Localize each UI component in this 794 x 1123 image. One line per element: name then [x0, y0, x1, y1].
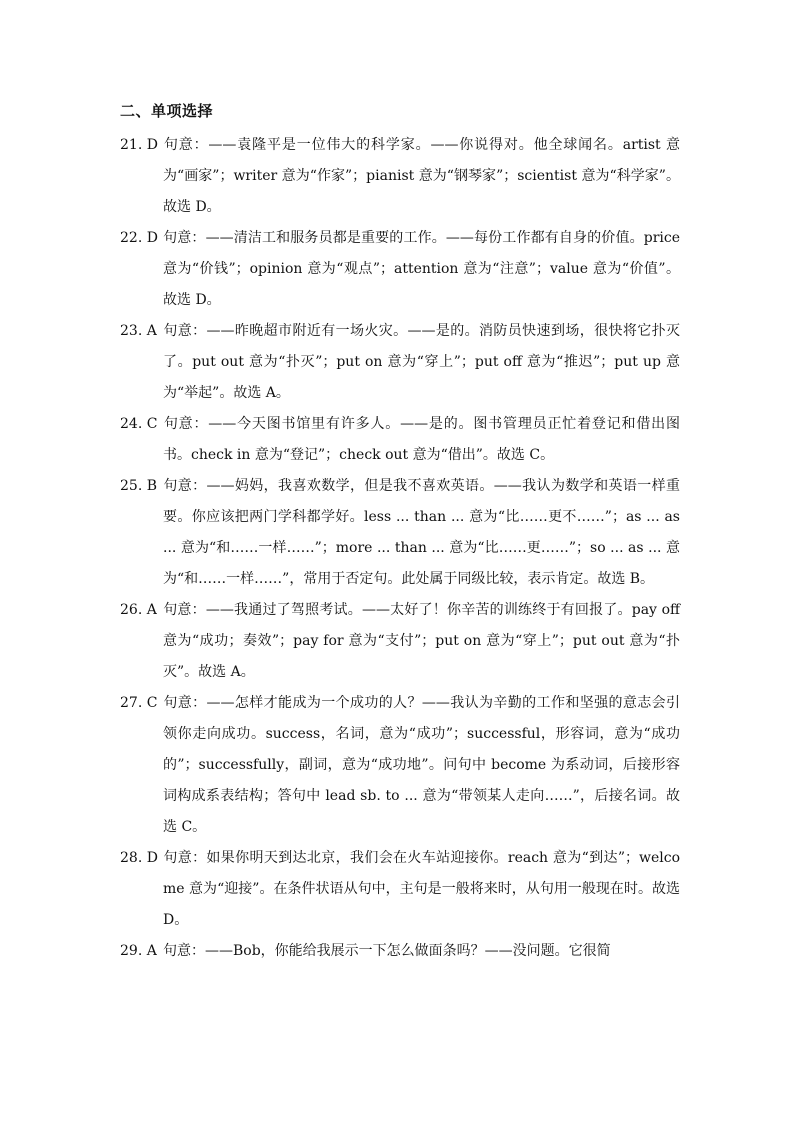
- answer-item-26: [120, 595, 680, 688]
- answer-item-29: [120, 936, 680, 967]
- answer-explanation: 句意：——清洁工和服务员都是重要的工作。——每份工作都有自身的价值。price 意为“价钱”；opinion 意为“观点”；attention 意为“注意”；value 意为“价值”。故选 D。: [163, 230, 680, 308]
- answer-number: 22. D: [120, 230, 158, 246]
- answer-number: 21. D: [120, 137, 158, 153]
- answer-explanation: 句意：——怎样才能成为一个成功的人？——我认为辛勤的工作和坚强的意志会引领你走向成功。success，名词，意为“成功”；successful，形容词，意为“成功的”；successfully，副词，意为“成功地”。问句中 become 为系动词，后接形容词构成系表结构；答句中 lead sb. to ... 意为“带领某人走向……”，后接名词。故选 C。: [163, 695, 680, 835]
- answer-item-24: [120, 409, 680, 471]
- answer-explanation: 句意：——Bob，你能给我展示一下怎么做面条吗？——没问题。它很简: [163, 943, 611, 959]
- answer-number: 26. A: [120, 602, 157, 618]
- answer-number: 27. C: [120, 695, 158, 711]
- answer-item-23: [120, 316, 680, 409]
- answer-explanation: 句意：如果你明天到达北京，我们会在火车站迎接你。reach 意为“到达”；welcome 意为“迎接”。在条件状语从句中，主句是一般将来时，从句用一般现在时。故选 D。: [163, 850, 680, 928]
- section-title: 二、单项选择: [120, 102, 214, 120]
- answer-explanation: 句意：——昨晚超市附近有一场火灾。——是的。消防员快速到场，很快将它扑灭了。put out 意为“扑灭”；put on 意为“穿上”；put off 意为“推迟”；put up 意为“举起”。故选 A。: [163, 323, 680, 401]
- answer-list: [120, 130, 680, 967]
- answer-number: 24. C: [120, 416, 158, 432]
- answer-item-28: [120, 843, 680, 936]
- answer-item-27: [120, 688, 680, 843]
- answer-number: 23. A: [120, 323, 157, 339]
- answer-explanation: 句意：——我通过了驾照考试。——太好了！你辛苦的训练终于有回报了。pay off 意为“成功；奏效”；pay for 意为“支付”；put on 意为“穿上”；put out 意为“扑灭”。故选 A。: [163, 602, 680, 680]
- answer-explanation: 句意：——今天图书馆里有许多人。——是的。图书管理员正忙着登记和借出图书。check in 意为“登记”；check out 意为“借出”。故选 C。: [163, 416, 680, 463]
- answer-number: 28. D: [120, 850, 158, 866]
- answer-item-25: [120, 471, 680, 595]
- answer-item-22: [120, 223, 680, 316]
- answer-number: 25. B: [120, 478, 158, 494]
- answer-number: 29. A: [120, 943, 157, 959]
- answer-explanation: 句意：——妈妈，我喜欢数学，但是我不喜欢英语。——我认为数学和英语一样重要。你应该把两门学科都学好。less ... than ... 意为“比……更不……”；as ... as ... 意为“和……一样……”；more ... than ... 意为“比……更……”；so ... as ... 意为“和……一样……”，常用于否定句。此处属于同级比较，表示肯定。故选 B。: [163, 478, 680, 587]
- answer-item-21: [120, 130, 680, 223]
- answer-explanation: 句意：——袁隆平是一位伟大的科学家。——你说得对。他全球闻名。artist 意为“画家”；writer 意为“作家”；pianist 意为“钢琴家”；scientist 意为“科学家”。故选 D。: [163, 137, 680, 215]
